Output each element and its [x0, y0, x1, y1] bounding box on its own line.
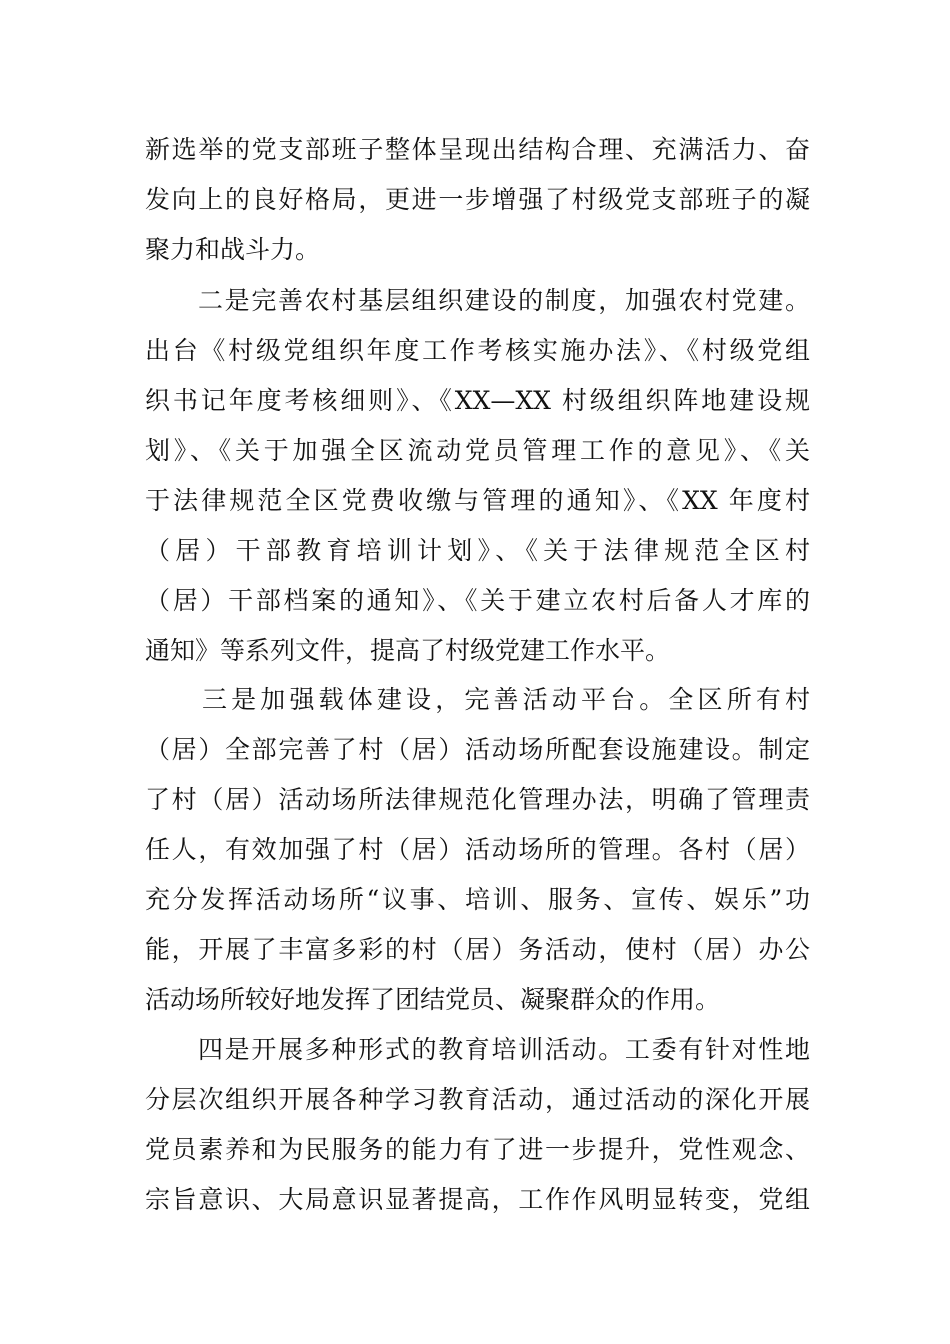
- text-line: （居）干部教育培训计划》、《关于法律规范全区村: [145, 536, 810, 565]
- text-line: 分层次组织开展各种学习教育活动，通过活动的深化开展: [145, 1085, 810, 1114]
- paragraph-first-line: 四是开展多种形式的教育培训活动。工委有针对性地: [198, 1035, 810, 1064]
- paragraph-first-line: 二是完善农村基层组织建设的制度，加强农村党建。: [198, 286, 810, 315]
- text-line: 党员素养和为民服务的能力有了进一步提升，党性观念、: [145, 1135, 810, 1164]
- text-line: 活动场所较好地发挥了团结党员、凝聚群众的作用。: [145, 985, 721, 1014]
- text-line: （居）干部档案的通知》、《关于建立农村后备人才库的: [145, 586, 810, 615]
- text-line: 出台《村级党组织年度工作考核实施办法》、《村级党组: [145, 336, 810, 365]
- text-line: 发向上的良好格局，更进一步增强了村级党支部班子的凝: [145, 185, 810, 214]
- text-line: 聚力和战斗力。: [145, 235, 321, 264]
- text-line: 充分发挥活动场所“议事、培训、服务、宣传、娱乐”功: [145, 885, 810, 914]
- text-line: 了村（居）活动场所法律规范化管理办法，明确了管理责: [145, 785, 810, 814]
- text-line: 通知》等系列文件，提高了村级党建工作水平。: [145, 636, 671, 665]
- text-line: 划》、《关于加强全区流动党员管理工作的意见》、《关: [145, 436, 810, 465]
- text-line: 宗旨意识、大局意识显著提高，工作作风明显转变，党组: [145, 1185, 810, 1214]
- paragraph-first-line: 三是加强载体建设，完善活动平台。全区所有村: [202, 685, 810, 714]
- text-line: （居）全部完善了村（居）活动场所配套设施建设。制定: [145, 735, 810, 764]
- text-line: 织书记年度考核细则》、《XX—XX 村级组织阵地建设规: [145, 386, 810, 415]
- text-line: 于法律规范全区党费收缴与管理的通知》、《XX 年度村: [145, 486, 810, 515]
- text-line: 新选举的党支部班子整体呈现出结构合理、充满活力、奋: [145, 135, 810, 164]
- text-line: 任人，有效加强了村（居）活动场所的管理。各村（居）: [145, 835, 810, 864]
- text-line: 能，开展了丰富多彩的村（居）务活动，使村（居）办公: [145, 935, 810, 964]
